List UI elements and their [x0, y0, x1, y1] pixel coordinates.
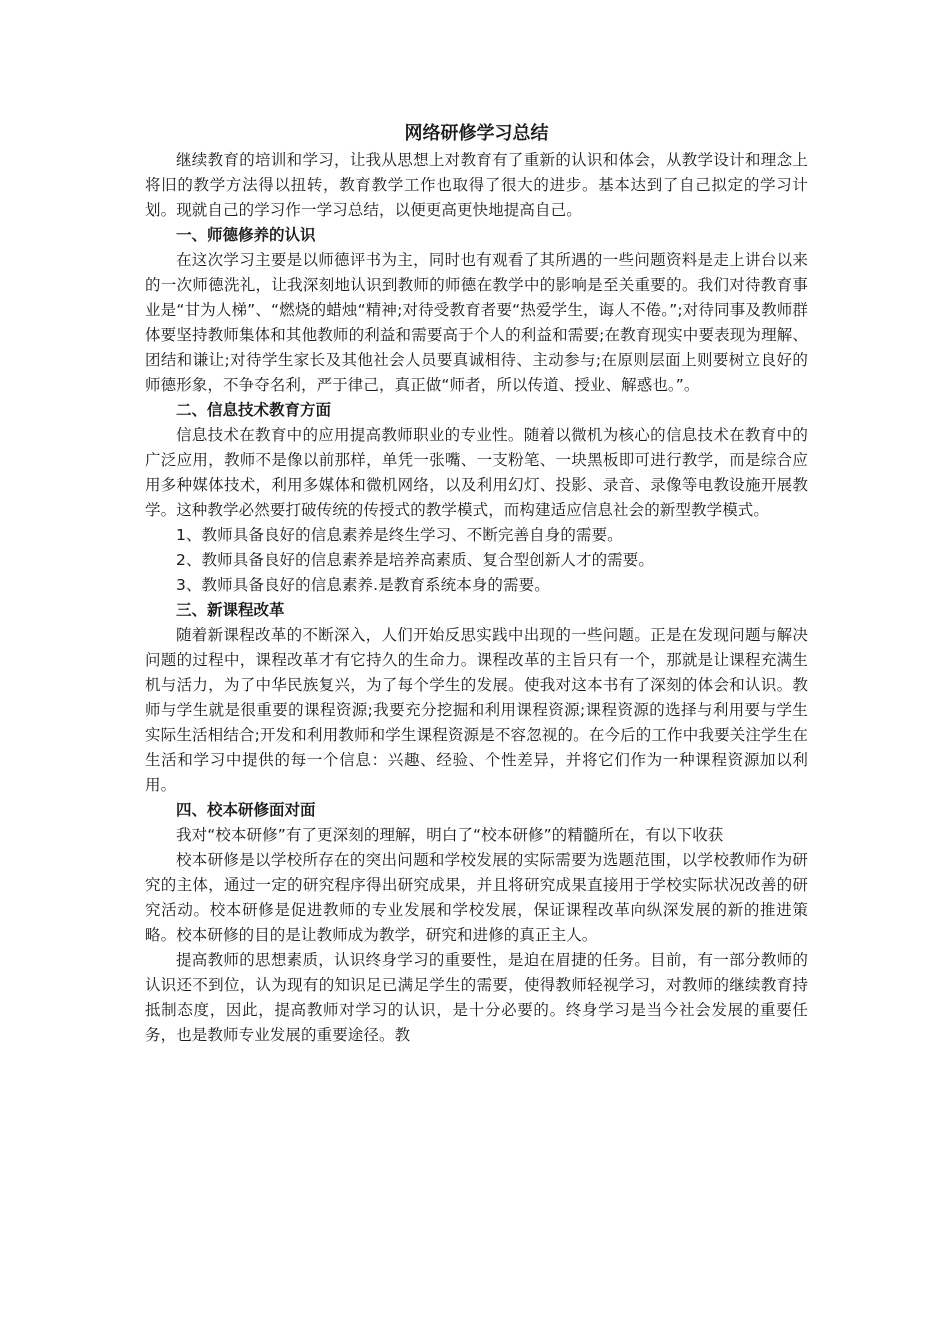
section-heading: 一、师德修养的认识 [176, 226, 316, 244]
body-paragraph: 提高教师的思想素质，认识终身学习的重要性，是迫在眉捷的任务。目前，有一部分教师的认识还不到位，认为现有的知识足已满足学生的需要，使得教师轻视学习，对教师的继续教育持抵制态度，因此，提高教师对学习的认识，是十分必要的。终身学习是当今社会发展的重要任务，也是教师专业发展的重要途径。教 [145, 951, 808, 1044]
body-paragraph: 随着新课程改革的不断深入，人们开始反思实践中出现的一些问题。正是在发现问题与解决问题的过程中，课程改革才有它持久的生命力。课程改革的主旨只有一个，那就是让课程充满生机与活力，为了中华民族复兴，为了每个学生的发展。使我对这本书有了深刻的体会和认识。教师与学生就是很重要的课程资源;我要充分挖掘和利用课程资源;课程资源的选择与利用要与学生实际生活相结合;开发和利用教师和学生课程资源是不容忽视的。在今后的工作中我要关注学生在生活和学习中提供的每一个信息：兴趣、经验、个性差异，并将它们作为一种课程资源加以利用。 [145, 626, 808, 794]
body-paragraph: 在这次学习主要是以师德评书为主，同时也有观看了其所遇的一些问题资料是走上讲台以来的一次师德洗礼，让我深刻地认识到教师的师德在教学中的影响是至关重要的。我们对待教育事业是“甘为人梯”、“燃烧的蜡烛“精神;对待受教育者要“热爱学生，诲人不倦。”;对待同事及教师群体要坚持教师集体和其他教师的利益和需要高于个人的利益和需要;在教育现实中要表现为理解、团结和谦让;对待学生家长及其他社会人员要真诚相待、主动参与;在原则层面上则要树立良好的师德形象，不争夺名利，严于律己，真正做“师者，所以传道、授业、解惑也。”。 [145, 251, 808, 394]
body-paragraph: 校本研修是以学校所存在的突出问题和学校发展的实际需要为选题范围，以学校教师作为研究的主体，通过一定的研究程序得出研究成果，并且将研究成果直接用于学校实际状况改善的研究活动。校本研修是促进教师的专业发展和学校发展，保证课程改革向纵深发展的新的推进策略。校本研修的目的是让教师成为教学，研究和进修的真正主人。 [145, 851, 808, 944]
document-body [145, 148, 808, 1048]
document-title: 网络研修学习总结 [404, 123, 549, 144]
body-paragraph: 我对“校本研修”有了更深刻的理解，明白了“校本研修”的精髓所在，有以下收获 [176, 826, 724, 844]
section-heading: 三、新课程改革 [176, 601, 285, 619]
section-heading: 四、校本研修面对面 [176, 801, 316, 819]
body-paragraph: 2、教师具备良好的信息素养是培养高素质、复合型创新人才的需要。 [176, 551, 654, 569]
document-page [145, 120, 808, 1048]
body-paragraph: 继续教育的培训和学习，让我从思想上对教育有了重新的认识和体会，从教学设计和理念上将旧的教学方法得以扭转，教育教学工作也取得了很大的进步。基本达到了自己拟定的学习计划。现就自己的学习作一学习总结，以便更高更快地提高自己。 [145, 151, 808, 219]
body-paragraph: 1、教师具备良好的信息素养是终生学习、不断完善自身的需要。 [176, 526, 623, 544]
section-heading: 二、信息技术教育方面 [176, 401, 332, 419]
body-paragraph: 3、教师具备良好的信息素养.是教育系统本身的需要。 [176, 576, 550, 594]
body-paragraph: 信息技术在教育中的应用提高教师职业的专业性。随着以微机为核心的信息技术在教育中的广泛应用，教师不是像以前那样，单凭一张嘴、一支粉笔、一块黑板即可进行教学，而是综合应用多种媒体技术，利用多媒体和微机网络，以及利用幻灯、投影、录音、录像等电教设施开展教学。这种教学必然要打破传统的传授式的教学模式，而构建适应信息社会的新型教学模式。 [145, 426, 808, 519]
